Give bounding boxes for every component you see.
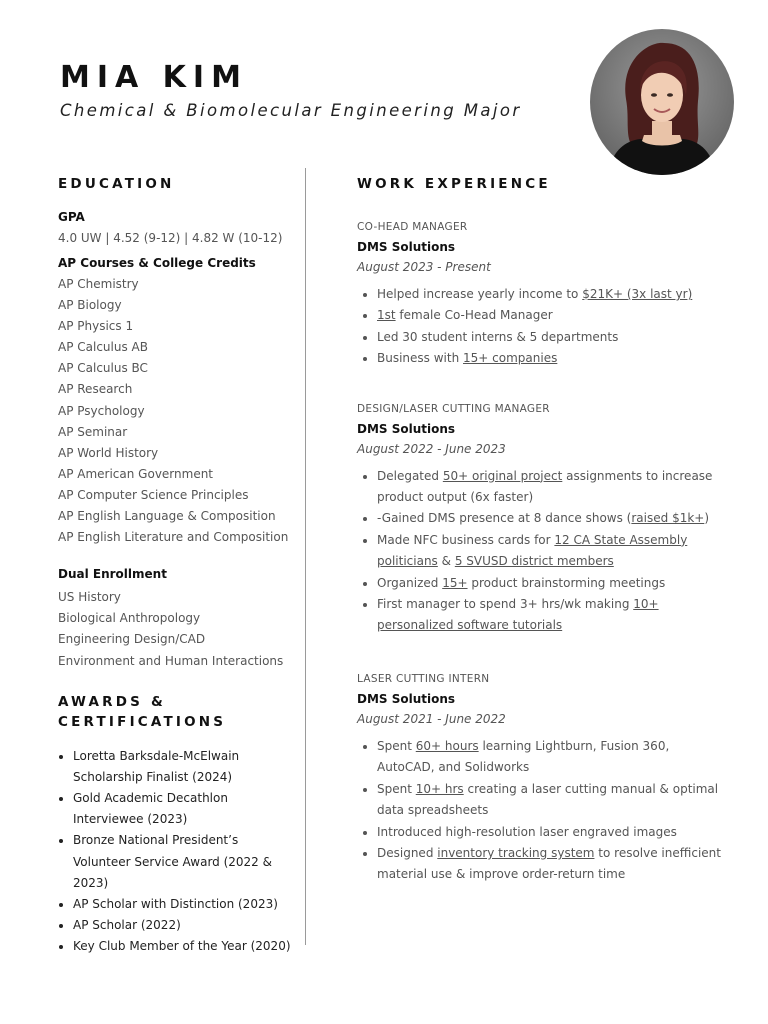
job-duty-item	[377, 284, 727, 305]
dual-course-item: Engineering Design/CAD	[58, 632, 206, 647]
dual-enrollment-label: Dual Enrollment	[58, 567, 167, 582]
ap-course-item: AP Seminar	[58, 424, 128, 439]
duty-text: )	[704, 511, 710, 526]
job-dates: August 2023 - Present	[357, 260, 491, 274]
awards-heading	[58, 692, 298, 732]
awards-heading-line2: CERTIFICATIONS	[58, 713, 227, 730]
duty-text: -Gained DMS presence at 8 dance shows (	[377, 511, 632, 526]
duty-text: creating a laser cutting manual & optimal data spreadsheets	[377, 781, 719, 818]
profile-photo	[590, 29, 734, 175]
duty-text: to resolve inefficient material use & improve order-return time	[377, 845, 721, 882]
duty-highlight: 12 CA State Assembly politicians	[377, 532, 688, 569]
job-duty-item	[377, 327, 727, 348]
award-item: • Key Club Member of the Year (2020)	[73, 936, 298, 957]
ap-courses-list	[58, 274, 298, 548]
duty-text: Delegated	[377, 468, 443, 483]
work-experience-heading: WORK EXPERIENCE	[357, 176, 551, 192]
duty-text: Spent	[377, 781, 416, 796]
job-entry	[357, 400, 727, 637]
job-duty-item	[377, 736, 727, 779]
award-item: • AP Scholar with Distinction (2023)	[73, 894, 298, 915]
job-company: DMS Solutions	[357, 240, 456, 254]
job-company: DMS Solutions	[357, 691, 456, 706]
education-section	[58, 174, 298, 672]
ap-course-item: AP Psychology	[58, 403, 145, 418]
duty-highlight: 15+ companies	[463, 351, 558, 366]
job-duty-item	[377, 530, 727, 573]
duty-highlight: raised $1k+	[631, 511, 705, 526]
dual-course-item: US History	[58, 590, 121, 605]
job-entry	[357, 218, 727, 370]
job-duties-list	[357, 284, 727, 370]
awards-section	[58, 692, 298, 958]
award-item: • Gold Academic Decathlon Interviewee (2023)	[73, 788, 298, 830]
ap-course-item: AP Research	[58, 382, 133, 397]
duty-text: Helped increase yearly income to	[377, 287, 583, 301]
ap-course-item: AP Calculus BC	[58, 361, 148, 376]
job-duty-item	[377, 843, 727, 886]
award-item: • Bronze National President’s Volunteer Service Award (2022 & 2023)	[73, 830, 298, 894]
duty-text: &	[437, 554, 455, 569]
job-duty-item	[377, 594, 727, 637]
duty-text: First manager to spend 3+ hrs/wk making	[377, 597, 634, 612]
job-duties-list	[357, 736, 727, 886]
award-item: • AP Scholar (2022)	[73, 915, 298, 936]
duty-text: Organized	[377, 575, 443, 590]
duty-highlight: 15+	[442, 575, 468, 590]
job-duties-list	[357, 466, 727, 637]
right-column	[357, 172, 727, 886]
ap-course-item: AP American Government	[58, 466, 214, 481]
dual-course-item: Environment and Human Interactions	[58, 653, 284, 668]
awards-list	[58, 746, 298, 958]
duty-text: Spent	[377, 738, 416, 753]
ap-course-item: AP Computer Science Principles	[58, 487, 249, 502]
job-duty-item	[377, 466, 727, 509]
duty-highlight: 5 SVUSD district members	[454, 554, 614, 569]
awards-heading-line1: AWARDS &	[58, 693, 166, 710]
job-entry	[357, 670, 727, 886]
duty-text: Led 30 student interns & 5 departments	[377, 329, 619, 344]
dual-enrollment-list	[58, 587, 298, 671]
duty-text: learning Lightburn, Fusion 360, AutoCAD, and Solidworks	[377, 738, 670, 775]
job-role: DESIGN/LASER CUTTING MANAGER	[357, 402, 550, 415]
job-duty-item	[377, 573, 727, 594]
ap-course-item: AP World History	[58, 445, 159, 460]
job-duty-item	[377, 779, 727, 822]
job-duty-item	[377, 305, 727, 326]
jobs-container	[357, 218, 727, 886]
duty-text: assignments to increase product output (6x faster)	[377, 468, 713, 505]
job-dates: August 2022 - June 2023	[357, 441, 506, 456]
duty-text: Designed	[377, 845, 438, 860]
ap-courses-label: AP Courses & College Credits	[58, 256, 256, 270]
resume-name: MIA KIM	[60, 60, 248, 95]
job-role: CO-HEAD MANAGER	[357, 221, 468, 233]
job-duty-item	[377, 822, 727, 843]
ap-course-item: AP Biology	[58, 298, 122, 313]
gpa-value: 4.0 UW | 4.52 (9-12) | 4.82 W (10-12)	[58, 231, 283, 245]
job-duty-item	[377, 348, 727, 369]
duty-text: female Co-Head Manager	[395, 308, 553, 323]
education-heading: EDUCATION	[58, 176, 175, 192]
job-duty-item	[377, 508, 727, 529]
ap-course-item: AP Chemistry	[58, 277, 139, 291]
duty-highlight: 1st	[377, 308, 396, 323]
ap-course-item: AP English Literature and Composition	[58, 530, 289, 545]
job-company: DMS Solutions	[357, 421, 456, 436]
duty-highlight: 10+ personalized software tutorials	[377, 597, 659, 633]
gpa-label: GPA	[58, 210, 85, 224]
duty-highlight: inventory tracking system	[437, 845, 595, 860]
duty-highlight: $21K+ (3x last yr)	[582, 287, 693, 301]
duty-text: Introduced high-resolution laser engraved images	[377, 824, 677, 839]
duty-highlight: 60+ hours	[415, 738, 479, 753]
duty-highlight: 50+ original project	[442, 468, 563, 483]
dual-course-item: Biological Anthropology	[58, 611, 201, 626]
column-divider	[305, 168, 306, 945]
duty-highlight: 10+ hrs	[415, 781, 464, 796]
ap-course-item: AP English Language & Composition	[58, 509, 276, 524]
duty-text: Business with	[377, 351, 464, 366]
ap-course-item: AP Physics 1	[58, 319, 134, 334]
job-role: LASER CUTTING INTERN	[357, 672, 490, 685]
award-item: • Loretta Barksdale-McElwain Scholarship Finalist (2024)	[73, 746, 298, 788]
duty-text: Made NFC business cards for	[377, 532, 555, 547]
left-column	[58, 172, 298, 958]
job-dates: August 2021 - June 2022	[357, 711, 506, 726]
resume-subtitle: Chemical & Biomolecular Engineering Major	[60, 101, 522, 120]
ap-course-item: AP Calculus AB	[58, 340, 148, 355]
duty-text: product brainstorming meetings	[467, 575, 666, 590]
